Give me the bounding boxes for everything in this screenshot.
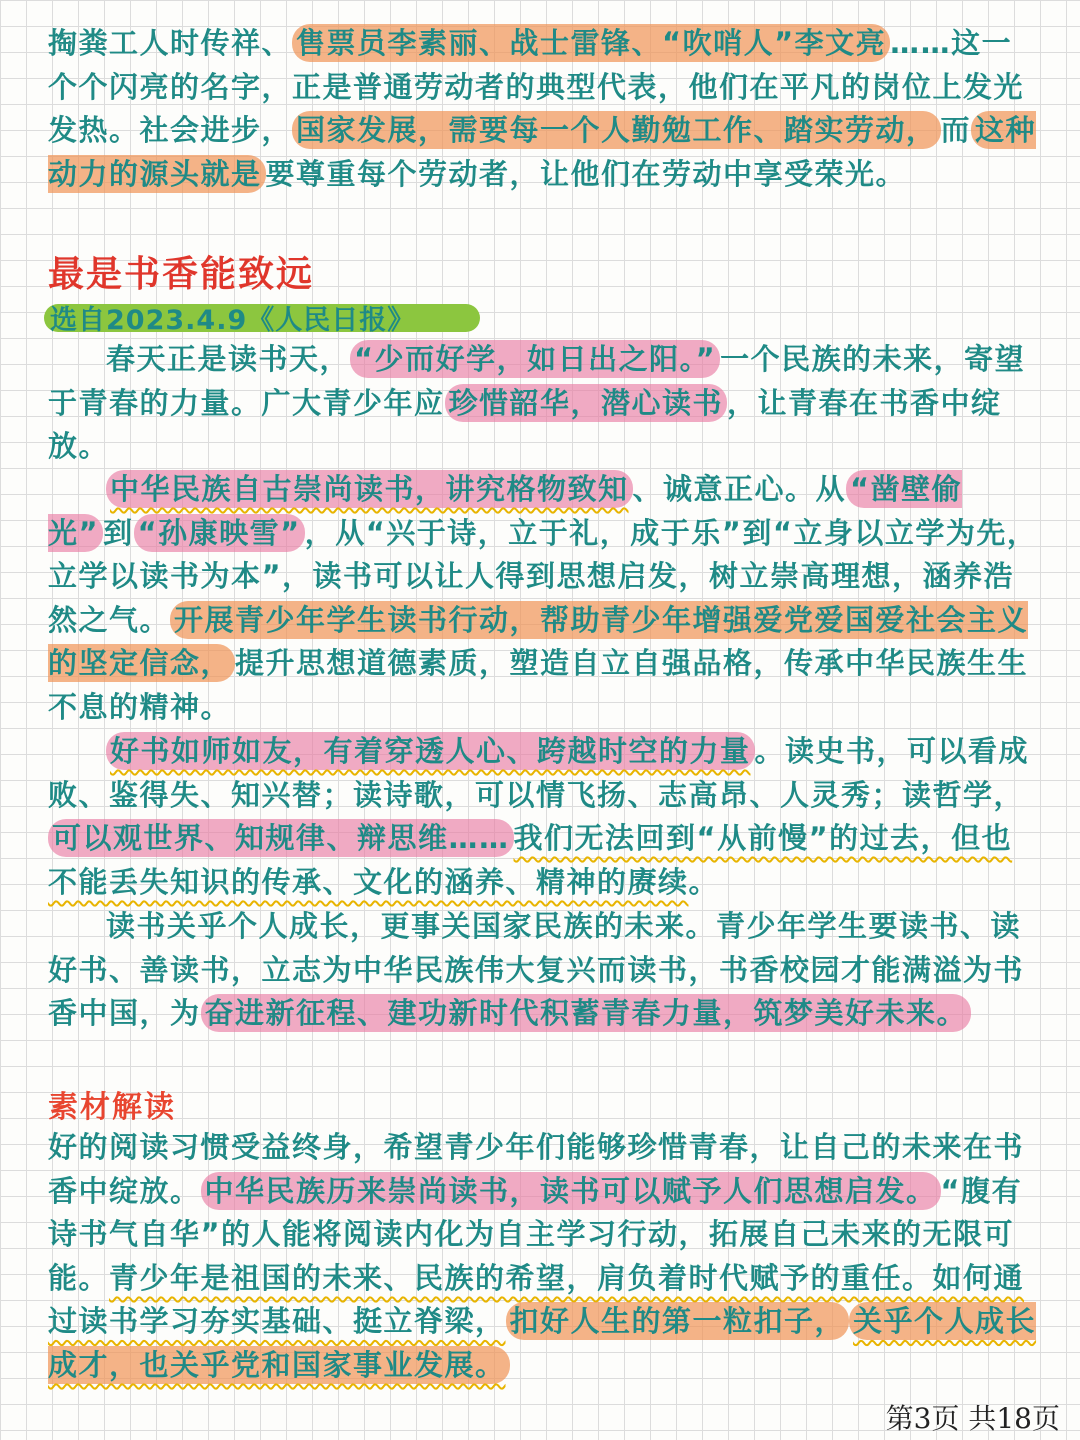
wavy-underline-text: 青少年是祖国的未来、民族的希望，肩负着时代赋予的重任。如何通过读书学习夯实基础、挺立脊梁， [48, 1260, 1025, 1339]
wavy-underline-text: 我们无法回到“从前慢”的过去，但也不能丢失知识的传承、文化的涵养、精神的赓续 [48, 821, 1013, 899]
text-segment: 提升思想道德素质，塑造自立自强品格，传承中华民族生生不息的精神。 [48, 646, 1029, 724]
highlight-orange: 开展青少年学生读书行动，帮助青少年增强爱党爱国爱社会主义的坚定信念， [48, 602, 1029, 681]
text-segment: 、诚意正心。从 [632, 472, 847, 506]
text-segment: ，让青春在书香中绽放。 [48, 385, 1002, 464]
highlight-orange: 售票员李素丽、战士雷锋、“吹哨人”李文亮 [292, 24, 890, 62]
text-segment: 好的阅读习惯受益终身，希望青少年们能够珍惜青春，让自己的未来在书香中绽放。 [48, 1130, 1025, 1208]
text-segment: 一个民族的未来，寄望于青春的力量。广大青少年应 [48, 342, 1026, 420]
intro-paragraph [48, 22, 1038, 196]
highlight-pink: “少而好学，如日出之阳。” [350, 340, 720, 378]
text-segment: 掏粪工人时传祥、 [48, 26, 293, 60]
paragraph-2 [48, 468, 1038, 730]
text-segment: 读书关乎个人成长，更事关国家民族的未来。青少年学生要读书、读好书、善读书，立志为中华民族伟大复兴而读书，书香校园才能满溢为书香中国，为 [48, 909, 1025, 1031]
highlight-pink: 奋进新征程、建功新时代积蓄青春力量，筑梦美好未来。 [201, 994, 972, 1032]
source-label: 选自2023.4.9《人民日报》 [50, 305, 416, 336]
text-segment: 春天正是读书天， [106, 342, 351, 376]
text-segment: 。 [688, 864, 720, 899]
section-title: 最是书香能致远 [48, 254, 315, 295]
highlight-pink-wavy: 好书如师如友，有着穿透人心、跨越时空的力量 [106, 732, 755, 770]
highlight-pink-wavy: 中华民族自古崇尚读书，讲究格物致知 [106, 470, 633, 508]
text-segment: 而 [940, 113, 972, 148]
analysis-paragraph [48, 1126, 1038, 1388]
page-number: 第3页 共18页 [885, 1402, 1060, 1435]
paragraph-1 [48, 338, 1038, 469]
highlight-pink: 珍惜韶华，潜心读书 [445, 384, 728, 422]
highlight-pink: “凿壁偷光” [48, 472, 963, 550]
source-tag [44, 300, 484, 334]
highlight-orange: 扣好人生的第一粒扣子， [506, 1302, 850, 1340]
analysis-title: 素材解读 [48, 1090, 176, 1125]
highlight-pink: “孙康映雪” [134, 514, 305, 552]
highlight-pink: 中华民族历来崇尚读书，读书可以赋予人们思想启发。 [201, 1172, 941, 1210]
paragraph-4 [48, 905, 1038, 1036]
paragraph-3 [48, 730, 1038, 904]
highlight-orange-wavy: 关乎个人成长成才，也关乎党和国家事业发展。 [48, 1304, 1037, 1382]
highlight-orange: 国家发展，需要每一个人勤勉工作、踏实劳动， [292, 111, 941, 149]
text-segment: 要尊重每个劳动者，让他们在劳动中享受荣光。 [265, 156, 907, 191]
highlight-pink: 可以观世界、知规律、辩思维…… [48, 819, 514, 857]
text-segment: 。读史书，可以看成败、鉴得失、知兴替；读诗歌，可以情飞扬、志高昂、人灵秀；读哲学， [48, 734, 1030, 812]
text-segment: ，从“兴于诗，立于礼，成于乐”到“立身以立学为先，立学以读书为本”，读书可以让人得到思想启发，树立崇高理想，涵养浩然之气。 [48, 515, 1038, 637]
text-segment: 到 [103, 515, 134, 550]
highlight-orange: 这种动力的源头就是 [48, 113, 1037, 191]
text-segment: “腹有诗书气自华”的人能将阅读内化为自主学习行动，拓展自己未来的无限可能。 [48, 1173, 1023, 1295]
text-segment: ……这一个个闪亮的名字，正是普通劳动者的典型代表，他们在平凡的岗位上发光发热。社会进步， [48, 26, 1025, 148]
